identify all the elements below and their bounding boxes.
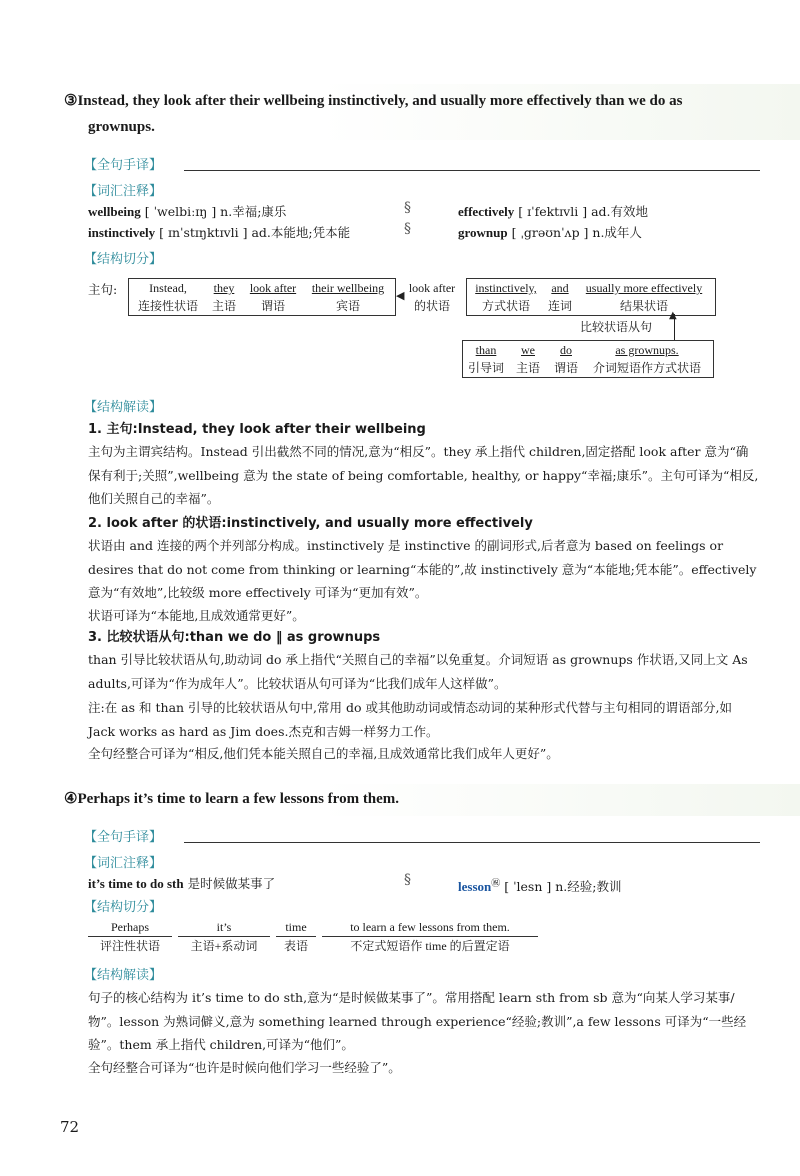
split-infinitive: to learn a few lessons from them. 不定式短语作 time 的后置定语 [322, 918, 538, 955]
sentence-3-line2: grownups. [88, 119, 155, 135]
analysis-heading-1: 1. 主句:Instead, they look after their wellbeing [88, 422, 426, 437]
translation-write-line[interactable] [184, 170, 760, 171]
page-number: 72 [60, 1118, 80, 1136]
analysis-paragraph-s4-2: 全句经整合可译为“也许是时候向他们学习一些经验了”。 [88, 1060, 401, 1075]
divider-swirl-icon: § [404, 200, 411, 216]
cell-they: they 主语 [211, 281, 236, 313]
analysis-paragraph-2b: 状语可译为“本能地,且成效通常更好”。 [88, 608, 305, 623]
sentence-3-line1: ③Instead, they look after their wellbeing instinctively, and usually more effectively than we do as [64, 93, 683, 109]
cell-instead: Instead, 连接性状语 [137, 281, 198, 313]
arrow-up-icon: ▲ [669, 310, 677, 321]
vocab-word: it’s time to do sth [88, 876, 184, 891]
cell-as-grownups: as grownups. 介词短语作方式状语 [592, 343, 701, 375]
cell-instinctively: instinctively, 方式状语 [475, 281, 537, 313]
divider-swirl-icon: § [404, 872, 411, 888]
analysis-paragraph-s4-1: 句子的核心结构为 it’s time to do sth,意为“是时候做某事了”。常用搭配 learn sth from sb 意为“向某人学习某事/物”。lesson 为熟词僻义,意为 something learned through experience“经验;教训”,a few lessons 可译为“一些经验”。them 承上指代 children,可译为“他们”。 [88, 990, 747, 1052]
cell-their-wellbeing: their wellbeing 宾语 [311, 281, 385, 313]
vocab-word: instinctively [88, 225, 156, 240]
label-vocab: 【词汇注释】 [84, 856, 163, 871]
analysis-paragraph-4: 全句经整合可译为“相反,他们凭本能关照自己的幸福,且成效通常比我们成年人更好”。 [88, 746, 559, 761]
label-vocab: 【词汇注释】 [84, 184, 163, 199]
vocab-its-time [88, 872, 275, 896]
analysis-paragraph-2: 状语由 and 连接的两个并列部分构成。instinctively 是 instinctive 的副词形式,后者意为 based on feelings or desires that do not come from thinking or learning“本能的”,故 instinctively 意为“本能地;凭本能”。effectively 意为“有效地”,比较级 more effectively 可译为“更加有效”。 [88, 538, 757, 600]
analysis-heading-3: 3. 比较状语从句:than we do ‖ as grownups [88, 630, 381, 645]
label-full-translation: 【全句手译】 [84, 158, 163, 173]
arrow-left-icon: ◀ [396, 289, 405, 302]
vocab-word: effectively [458, 204, 515, 219]
vocab-grownup [458, 221, 642, 245]
label-structure-analysis: 【结构解读】 [84, 400, 163, 415]
translation-write-line[interactable] [184, 842, 760, 843]
label-full-translation: 【全句手译】 [84, 830, 163, 845]
analysis-heading-2: 2. look after 的状语:instinctively, and usually more effectively [88, 516, 533, 531]
analysis-paragraph-3: than 引导比较状语从句,助动词 do 承上指代“关照自己的幸福”以免重复。介词短语 as grownups 作状语,又同上文 As adults,可译为“作为成年人”。比较状语从句可译为“比我们成年人这样做”。 [88, 652, 748, 691]
analysis-paragraph-1: 主句为主谓宾结构。Instead 引出截然不同的情况,意为“相反”。they 承上指代 children,固定搭配 look after 意为“确保有利于;关照”,wellbeing 意为 the state of being comfortable, healthy, or happy“幸福;康乐”。主句可译为“相反,他们关照自己的幸福”。 [88, 444, 759, 506]
split-perhaps: Perhaps 评注性状语 [88, 918, 172, 955]
vocab-word: lesson [458, 879, 492, 895]
label-structure-analysis: 【结构解读】 [84, 968, 163, 983]
split-time: time 表语 [276, 918, 316, 955]
cell-and: and 连词 [547, 281, 572, 313]
cell-do: do 谓语 [553, 343, 578, 375]
vocab-lesson [458, 872, 621, 899]
vocab-def: [ ˈlesn ] n.经验;教训 [504, 879, 622, 895]
vocab-mark: ㊗ [491, 879, 501, 889]
cell-than: than 引导词 [467, 343, 504, 375]
vocab-def: [ ɪˈfektɪvli ] ad.有效地 [518, 204, 648, 219]
cell-look-after: look after 谓语 [249, 281, 297, 313]
vocab-word: grownup [458, 225, 508, 240]
vocab-def: [ ɪnˈstɪŋktɪvli ] ad.本能地;凭本能 [159, 225, 351, 240]
vocab-def: [ ˈwelbiːɪŋ ] n.幸福;康乐 [144, 204, 287, 219]
analysis-note: 注:在 as 和 than 引导的比较状语从句中,常用 do 或其他助动词或情态动词的某种形式代替与主句相同的谓语部分,如 Jack works as hard as Jim does.杰克和吉姆一样努力工作。 [88, 700, 732, 739]
vocab-word: wellbeing [88, 204, 141, 219]
cell-we: we 主语 [515, 343, 540, 375]
main-clause-label: 主句: [88, 282, 118, 297]
divider-swirl-icon: § [404, 221, 411, 237]
clause-label: 比较状语从句 [579, 320, 652, 334]
label-structure-split: 【结构切分】 [84, 252, 163, 267]
split-its: it’s 主语+系动词 [178, 918, 270, 955]
vocab-instinctively [88, 221, 350, 245]
vocab-def: 是时候做某事了 [187, 876, 276, 891]
cell-mid-look-after: look after 的状语 [408, 281, 456, 313]
cell-usually-more-effectively: usually more effectively 结果状语 [585, 281, 703, 313]
label-structure-split: 【结构切分】 [84, 900, 163, 915]
vocab-def: [ ˌgrəʊnˈʌp ] n.成年人 [511, 225, 642, 240]
sentence-4: ④Perhaps it’s time to learn a few lessons from them. [64, 791, 400, 807]
